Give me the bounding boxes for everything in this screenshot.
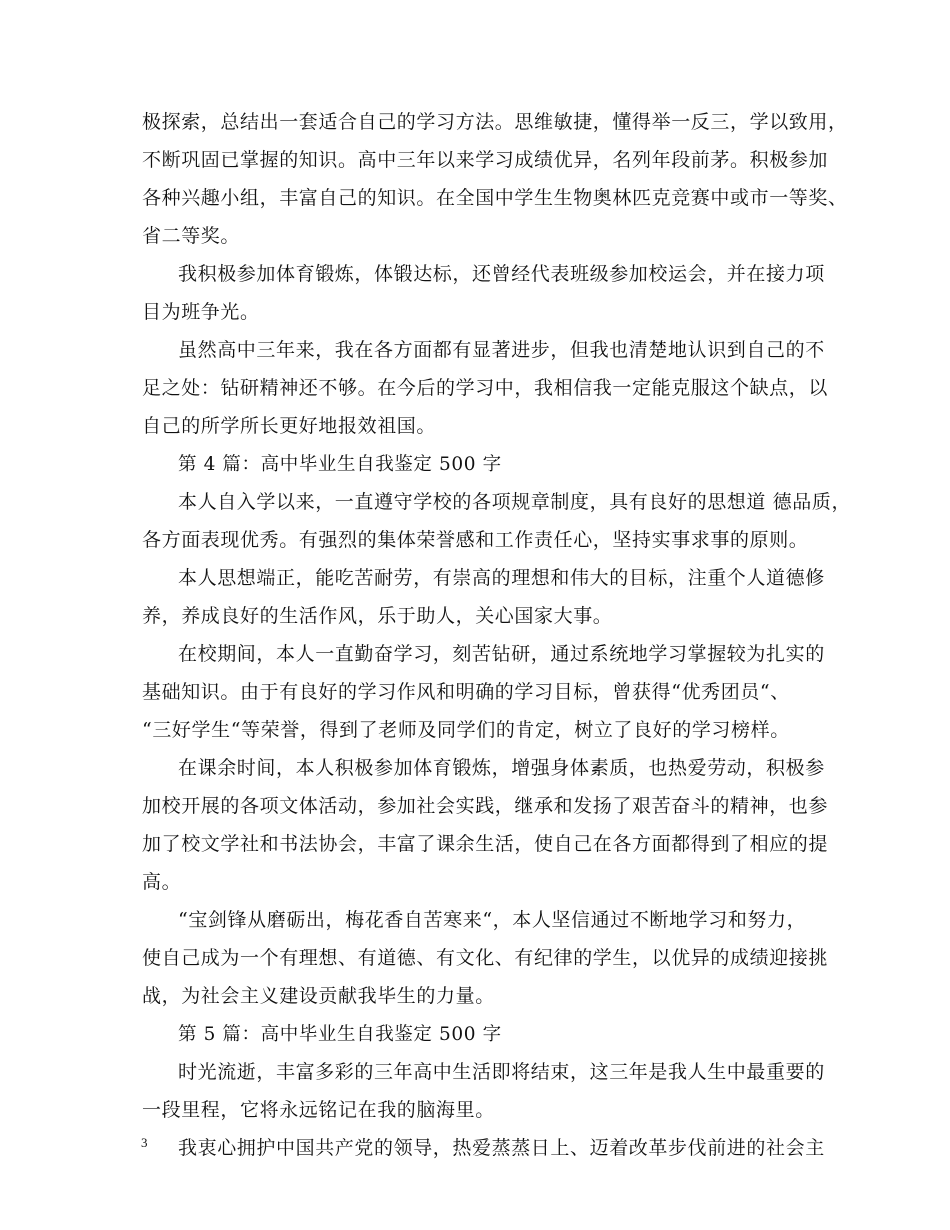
paragraph-line: 虽然高中三年来，我在各方面都有显著进步，但我也清楚地认识到自己的不 bbox=[178, 339, 825, 361]
paragraph-line: 各种兴趣小组，丰富自己的知识。在全国中学生生物奥林匹克竞赛中或市一等奖、 bbox=[142, 187, 848, 209]
paragraph-line: 基础知识。由于有良好的学习作风和明确的学习目标，曾获得“优秀团员“、 bbox=[142, 681, 790, 703]
paragraph-line: 自己的所学所长更好地报效祖国。 bbox=[142, 415, 437, 437]
section-heading: 第 4 篇：高中毕业生自我鉴定 500 字 bbox=[178, 454, 502, 475]
paragraph-line: 养，养成良好的生活作风，乐于助人，关心国家大事。 bbox=[142, 605, 613, 627]
paragraph-line: 省二等奖。 bbox=[142, 225, 241, 247]
paragraph-line: “宝剑锋从磨砺出，梅花香自苦寒来“，本人坚信通过不断地学习和努力， bbox=[178, 909, 807, 931]
paragraph-line: 战，为社会主义建设贡献我毕生的力量。 bbox=[142, 985, 495, 1007]
section-heading: 第 5 篇：高中毕业生自我鉴定 500 字 bbox=[178, 1024, 502, 1045]
paragraph-line: 一段里程，它将永远铭记在我的脑海里。 bbox=[142, 1099, 495, 1121]
paragraph-line: 我衷心拥护中国共产党的领导，热爱蒸蒸日上、迈着改革步伐前进的社会主 bbox=[178, 1137, 825, 1159]
paragraph-line: “三好学生“等荣誉，得到了老师及同学们的肯定，树立了良好的学习榜样。 bbox=[142, 719, 790, 741]
paragraph-line: 加校开展的各项文体活动，参加社会实践，继承和发扬了艰苦奋斗的精神，也参 bbox=[142, 795, 829, 817]
paragraph-line: 在校期间，本人一直勤奋学习，刻苦钻研，通过系统地学习掌握较为扎实的 bbox=[178, 643, 825, 665]
paragraph-line: 我积极参加体育锻炼，体锻达标，还曾经代表班级参加校运会，并在接力项 bbox=[178, 263, 825, 285]
paragraph-line: 使自己成为一个有理想、有道德、有文化、有纪律的学生，以优异的成绩迎接挑 bbox=[142, 947, 829, 969]
page-number: 3 bbox=[141, 1135, 148, 1150]
paragraph-line: 不断巩固已掌握的知识。高中三年以来学习成绩优异，名列年段前茅。积极参加 bbox=[142, 149, 829, 171]
paragraph-line: 足之处：钻研精神还不够。在今后的学习中，我相信我一定能克服这个缺点，以 bbox=[142, 377, 829, 399]
paragraph-line: 加了校文学社和书法协会，丰富了课余生活，使自己在各方面都得到了相应的提 bbox=[142, 833, 829, 855]
paragraph-line: 在课余时间，本人积极参加体育锻炼，增强身体素质，也热爱劳动，积极参 bbox=[178, 757, 825, 779]
paragraph-line: 本人思想端正，能吃苦耐劳，有崇高的理想和伟大的目标，注重个人道德修 bbox=[178, 567, 825, 589]
paragraph-line: 本人自入学以来，一直遵守学校的各项规章制度，具有良好的思想道 德品质， bbox=[178, 491, 852, 513]
paragraph-line: 极探索，总结出一套适合自己的学习方法。思维敏捷，懂得举一反三，学以致用， bbox=[142, 111, 848, 133]
paragraph-line: 时光流逝，丰富多彩的三年高中生活即将结束，这三年是我人生中最重要的 bbox=[178, 1061, 825, 1083]
paragraph-line: 目为班争光。 bbox=[142, 301, 260, 323]
paragraph-line: 高。 bbox=[142, 871, 182, 893]
paragraph-line: 各方面表现优秀。有强烈的集体荣誉感和工作责任心，坚持实事求事的原则。 bbox=[142, 529, 809, 551]
